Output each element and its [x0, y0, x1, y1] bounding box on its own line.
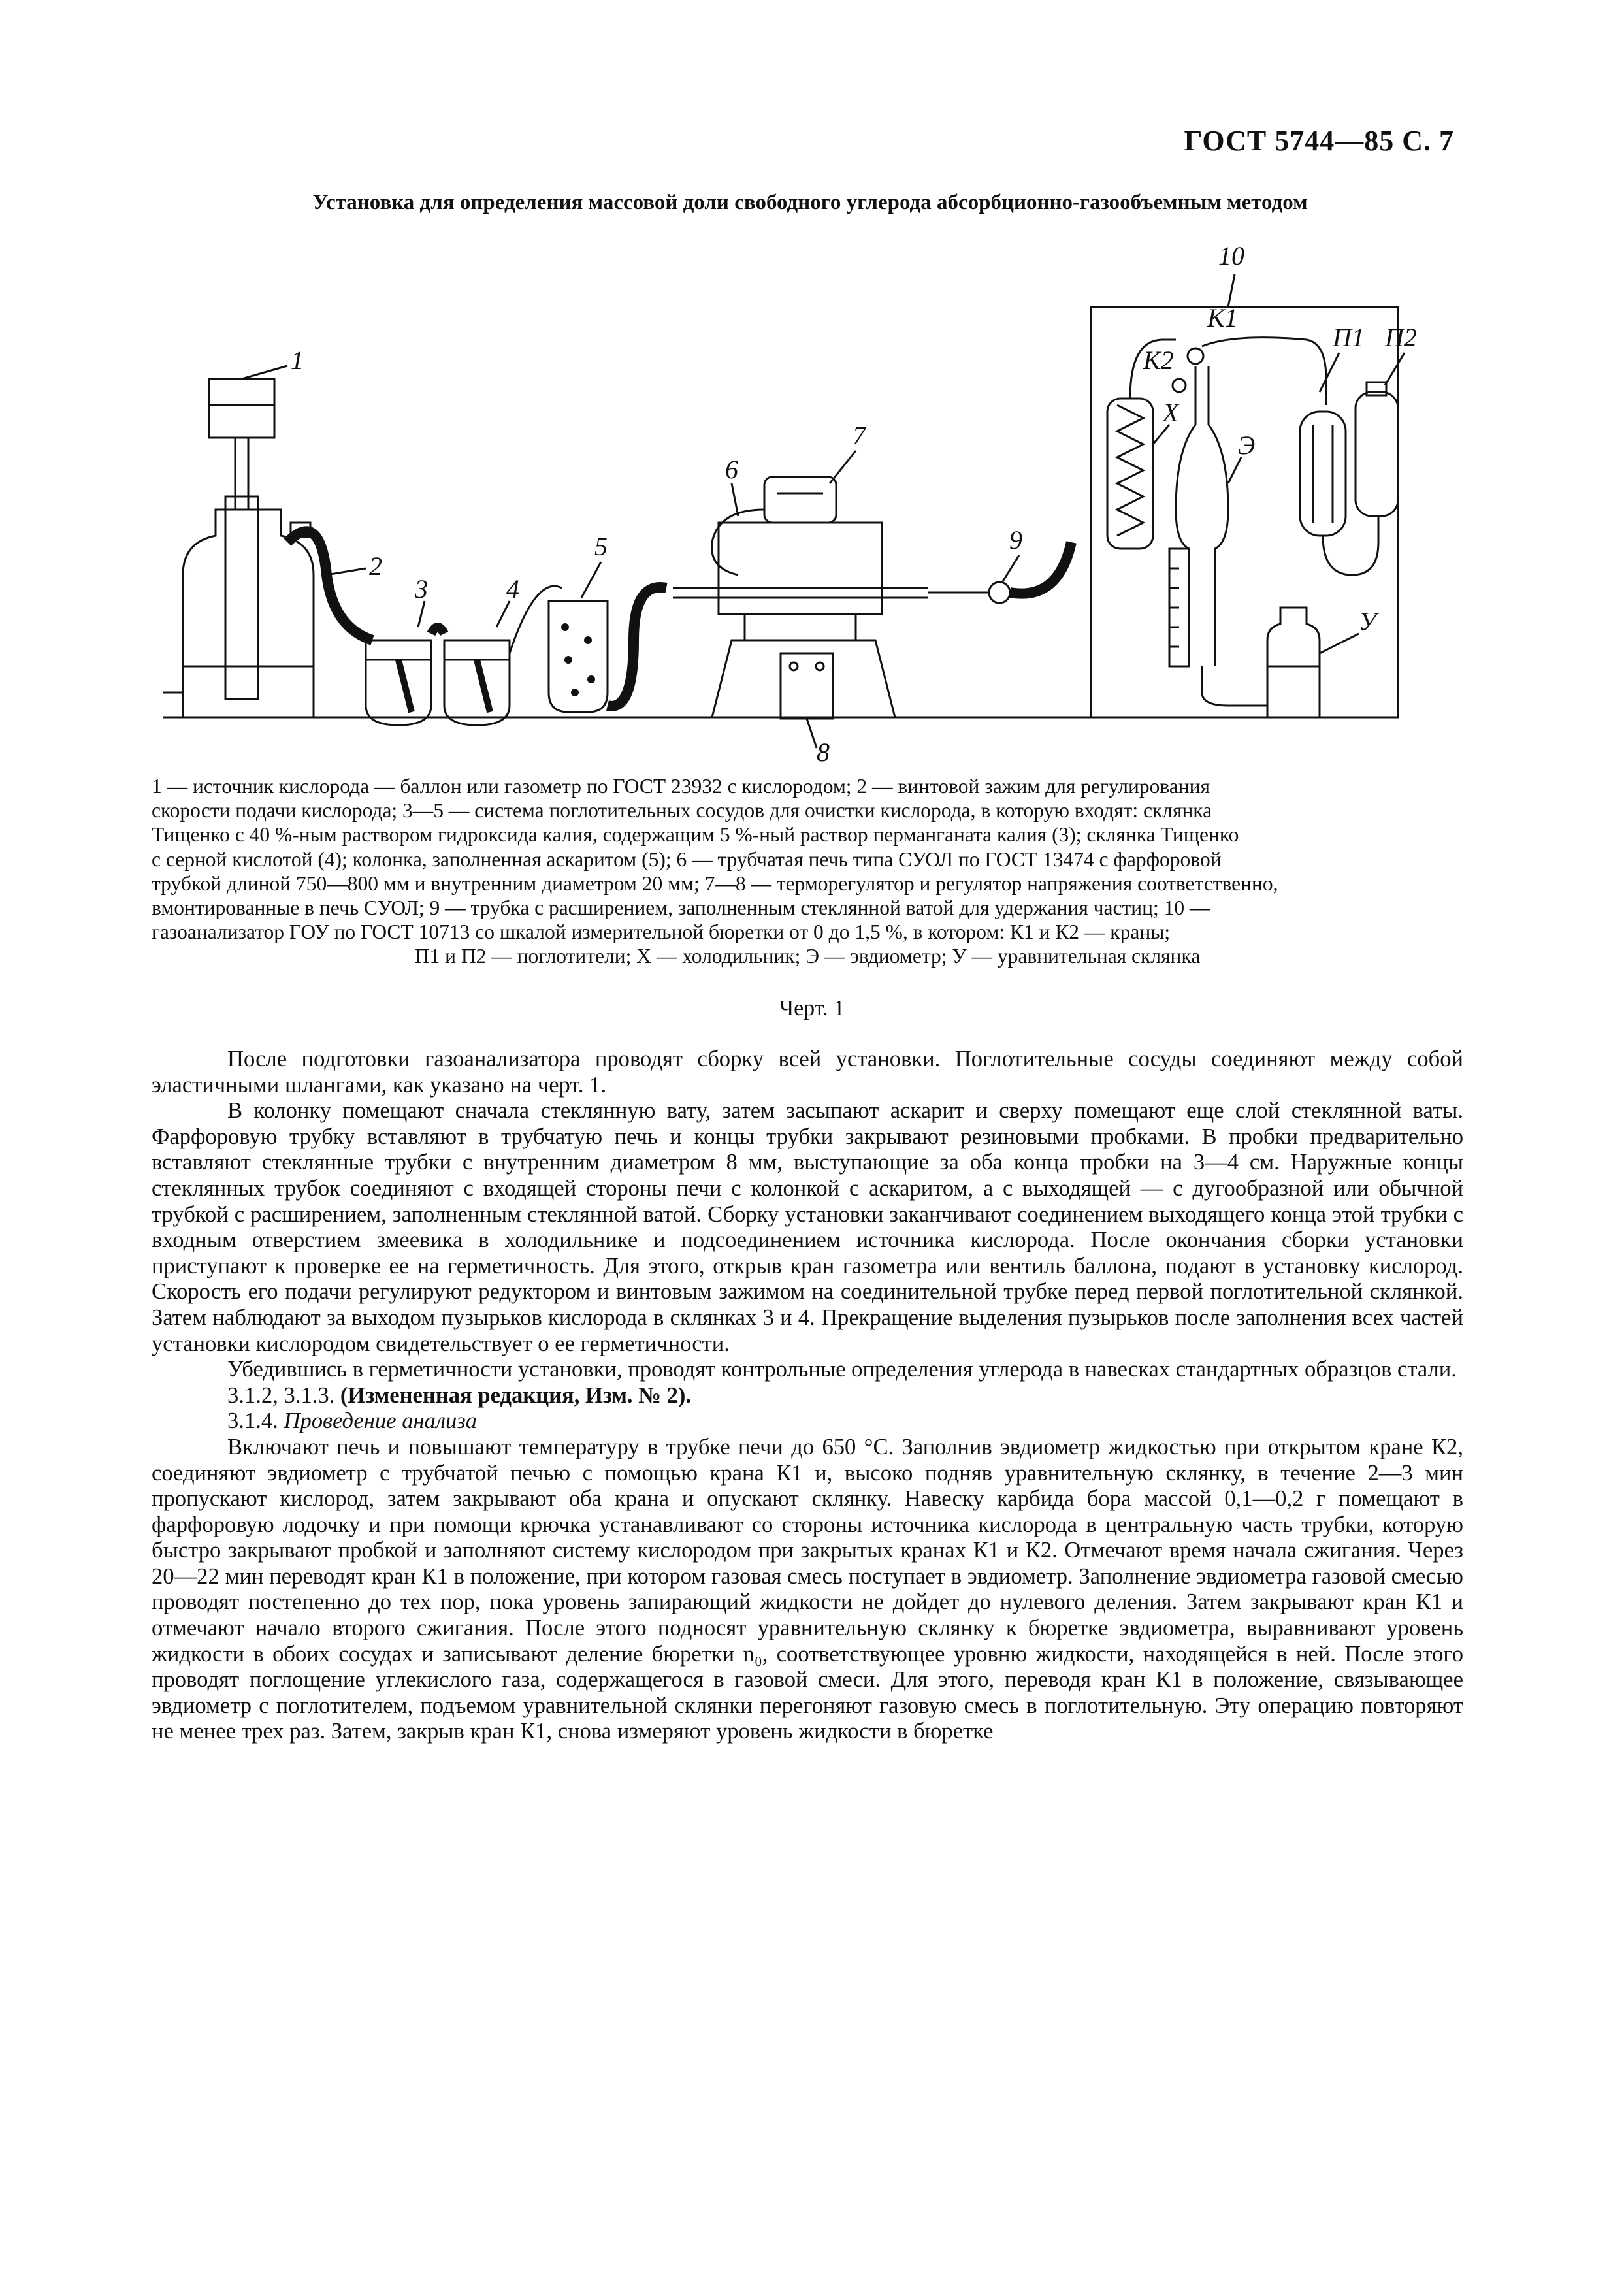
- oxygen-source-bottle: [163, 379, 314, 717]
- paragraph: В колонку помещают сначала стеклянную вату, затем засыпают аскарит и сверху помещают еще слой стеклянной ваты. Фарфоровую трубку вставляют в трубчатую печь и концы трубки закрывают резиновыми пробками. В пробки предварительно вставляют стеклянные трубки с внутренним диаметром 8 мм, выступающие за оба конца пробки на 3—4 см. Наружные концы стеклянных трубок соединяют с входящей стороны печи с колонкой с аскаритом, а с выходящей — с дугообразной или обычной трубкой с расширением, заполненным стеклянной ватой. Сборку установки заканчивают соединением выходящего конца этой трубки с входным отверстием змеевика в холодильнике и подсоединением источника кислорода. После окончания сборки установки приступают к проверке ее на герметичность. Для этого, открыв кран газометра или вентиль баллона, подают в установку кислород. Скорость его подачи регулируют редуктором и винтовым зажимом на соединительной трубке перед первой поглотительной склянкой. Затем наблюдают за выходом пузырьков кислорода в склянках 3 и 4. Прекращение выделения пузырьков после заполнения всех частей установки кислородом свидетельствует о ее герметичности.: [152, 1098, 1463, 1356]
- label-10: 10: [1218, 241, 1244, 270]
- caption-line: газоанализатор ГОУ по ГОСТ 10713 со шкалой измерительной бюретки от 0 до 1,5 %, в котором: К1 и К2 — краны;: [152, 920, 1171, 944]
- paragraph: После подготовки газоанализатора проводят сборку всей установки. Поглотительные сосуды соединяют между собой эластичными шлангами, как указано на черт. 1.: [152, 1047, 1463, 1098]
- label-2: 2: [369, 551, 382, 581]
- amendment-note: [152, 1383, 1463, 1409]
- caption-line: Тищенко с 40 %-ным раствором гидроксида калия, содержащим 5 %-ный раствор перманганата калия (3); склянка Тищенко: [152, 823, 1239, 847]
- caption-line: с серной кислотой (4); колонка, заполненная аскаритом (5); 6 — трубчатая печь типа СУОЛ по ГОСТ 13474 с фарфоровой: [152, 847, 1222, 871]
- label-u: У: [1359, 607, 1376, 636]
- figure-caption: [152, 774, 1463, 969]
- figure-title: Установка для определения массовой доли свободного углерода абсорбционно-газообъемным методом: [312, 191, 1308, 214]
- label-p2: П2: [1385, 323, 1417, 352]
- page-header: ГОСТ 5744—85 С. 7: [1184, 125, 1454, 157]
- gas-analyzer-panel: [1091, 307, 1398, 717]
- label-6: 6: [725, 455, 738, 484]
- label-k2: К2: [1143, 346, 1174, 375]
- caption-line: 1 — источник кислорода — баллон или газометр по ГОСТ 23932 с кислородом; 2 — винтовой зажим для регулирования: [152, 775, 1210, 798]
- label-9: 9: [1009, 525, 1022, 555]
- apparatus-drawing: [157, 235, 1418, 764]
- paragraph: Включают печь и повышают температуру в трубке печи до 650 °С. Заполнив эвдиометр жидкостью при открытом кране К2, соединяют эвдиометр с трубчатой печью с помощью крана К1 и, высоко подняв уравнительную склянку, в течение 2—3 мин пропускают кислород, затем закрывают оба крана и опускают склянку. Навеску карбида бора массой 0,1—0,2 г помещают в фарфоровую лодочку и при помощи крючка устанавливают со стороны источника кислорода в центральную часть трубки, которую быстро закрывают пробкой и заполняют систему кислородом при закрытых кранах К1 и К2. Отмечают время начала сжигания. Через 20—22 мин переводят кран К1 в положение, при котором газовая смесь поступает в эвдиометр. Заполнение эвдиометра газовой смесью проводят постепенно до тех пор, пока уровень запирающий жидкости не дойдет до нулевого деления. Затем закрывают кран К1 и отмечают начало второго сжигания. После этого подносят уравнительную склянку к бюретке эвдиометра, выравнивают уровень жидкости в обоих сосудах и записывают деление бюретки n₀, соответствующее уровню жидкости, находящейся в ней. После этого проводят поглощение углекислого газа, содержащегося в газовой смеси. Для этого, переводя кран К1 в положение, связывающее эвдиометр с поглотителем, подъемом уравнительной склянки перегоняют газовую смесь в поглотительную. Эту операцию повторяют не менее трех раз. Затем, закрыв кран К1, снова измеряют уровень жидкости в бюретке: [152, 1434, 1463, 1744]
- label-p1: П1: [1333, 323, 1365, 352]
- section-title: Проведение анализа: [284, 1408, 478, 1434]
- temperature-regulator: [712, 477, 837, 575]
- label-5: 5: [594, 532, 608, 561]
- section-number: 3.1.4.: [227, 1408, 278, 1434]
- apparatus-diagram: [157, 235, 1418, 764]
- amendment-text: (Измененная редакция, Изм. № 2).: [340, 1382, 692, 1408]
- label-7: 7: [853, 421, 866, 450]
- paragraph: Убедившись в герметичности установки, проводят контрольные определения углерода в навесках стандартных образцов стали.: [227, 1357, 1457, 1382]
- rubber-hose-inlet: [608, 587, 666, 706]
- label-e: Э: [1238, 431, 1256, 460]
- rubber-hose-2: [287, 531, 372, 640]
- label-4: 4: [506, 574, 519, 604]
- label-1: 1: [291, 346, 304, 375]
- label-x: Х: [1163, 398, 1179, 427]
- tishchenko-flasks: [366, 627, 510, 725]
- label-8: 8: [817, 738, 830, 764]
- label-3: 3: [415, 574, 428, 604]
- body-text: [152, 1047, 1463, 1745]
- section-heading: [152, 1408, 1463, 1435]
- caption-line: трубкой длиной 750—800 мм и внутренним диаметром 20 мм; 7—8 — терморегулятор и регулятор напряжения соответственно,: [152, 871, 1278, 895]
- expansion-tube: [989, 582, 1010, 603]
- section-number: 3.1.2, 3.1.3.: [227, 1382, 335, 1408]
- caption-line: вмонтированные в печь СУОЛ; 9 — трубка с расширением, заполненным стеклянной ватой для удержания частиц; 10 —: [152, 896, 1210, 920]
- caption-line: П1 и П2 — поглотители; Х — холодильник; Э — эвдиометр; У — уравнительная склянка: [414, 945, 1201, 968]
- ascarite-column: [510, 586, 608, 712]
- figure-number: Черт. 1: [779, 996, 845, 1020]
- label-k1: К1: [1207, 303, 1238, 333]
- caption-line: скорости подачи кислорода; 3—5 — система поглотительных сосудов для очистки кислорода, в которую входят: склянка: [152, 799, 1212, 822]
